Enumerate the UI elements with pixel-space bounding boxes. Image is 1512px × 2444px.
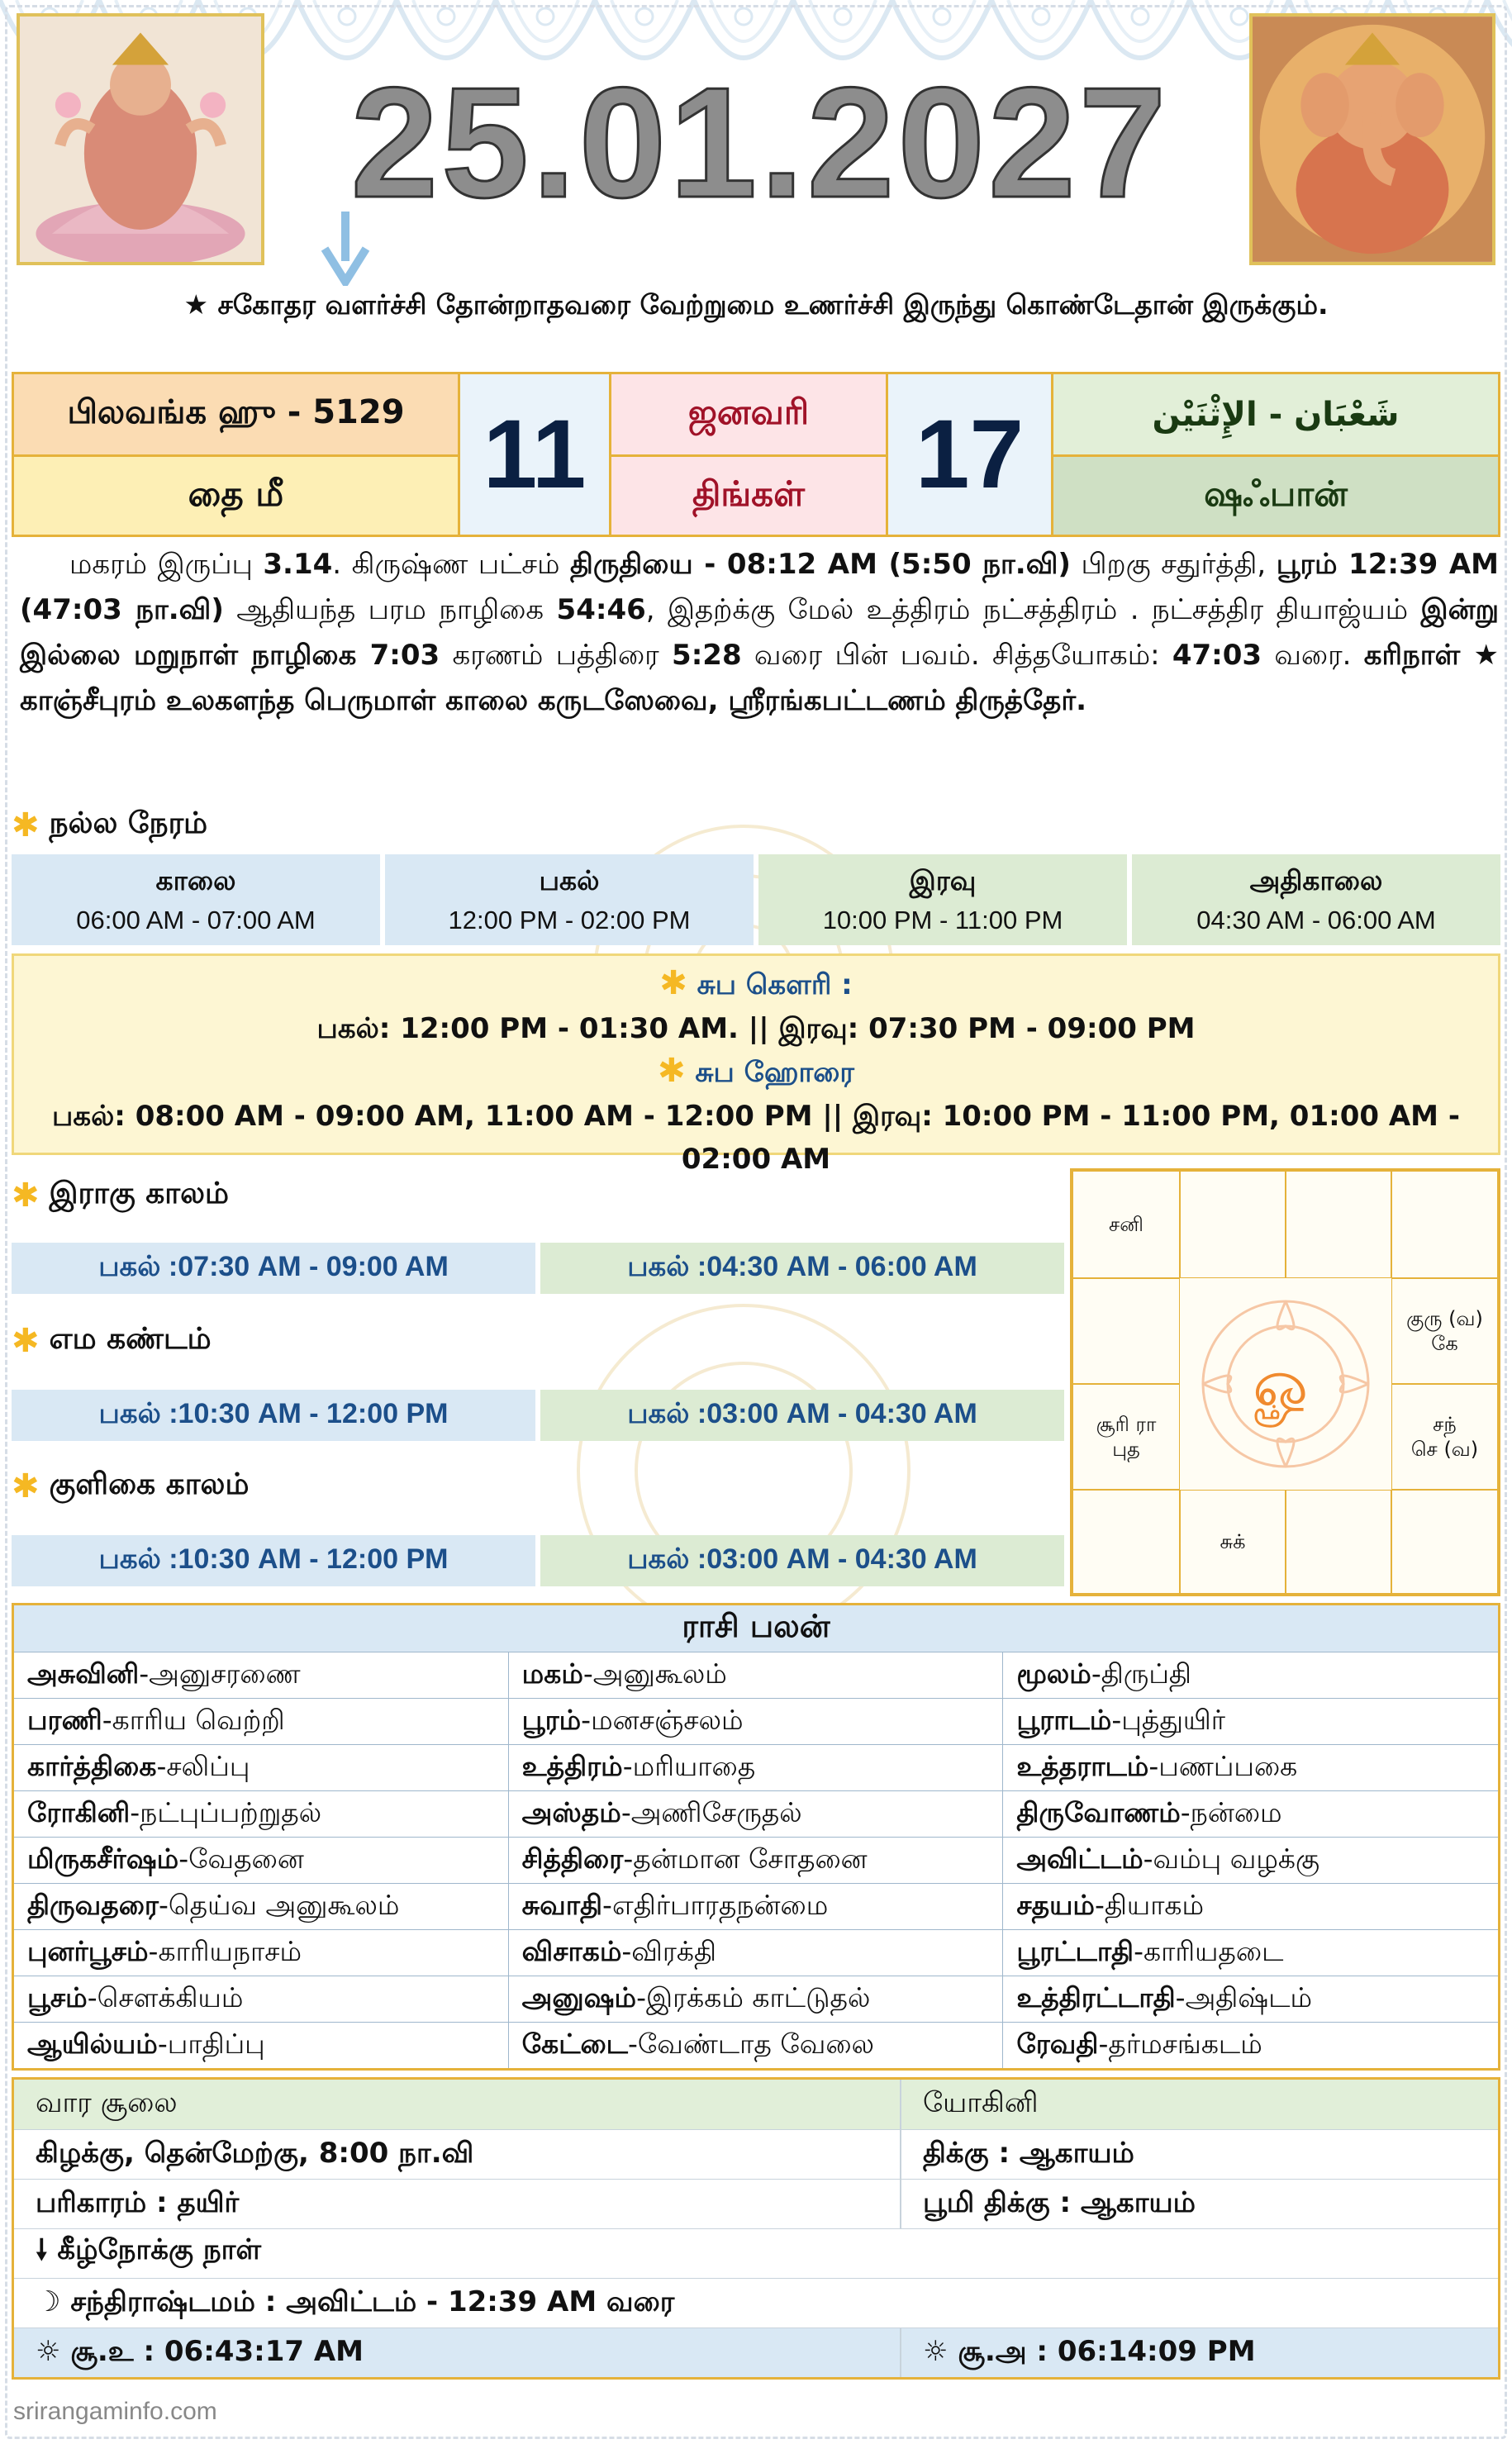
rasi-house-sukra: சுக் <box>1180 1490 1286 1594</box>
palan-cell <box>509 1976 1004 2022</box>
om-icon <box>1180 1278 1391 1489</box>
details-bold: திருதியை - 08:12 AM (5:50 நா.வி) <box>570 548 1071 581</box>
palan-prediction: -தன்மான சோதனை <box>623 1842 868 1875</box>
palan-prediction: -நட்புப்பற்றுதல் <box>130 1795 322 1828</box>
weekday: திங்கள் <box>611 457 888 535</box>
rasi-palan-title: ராசி பலன் <box>14 1605 1498 1652</box>
palan-prediction: -அனுகூலம் <box>582 1657 727 1690</box>
rasi-palan-table <box>12 1603 1500 2071</box>
info-row <box>14 2179 1498 2228</box>
palan-star: விசாகம் <box>521 1934 622 1967</box>
english-month: ஜனவரி <box>611 374 888 457</box>
palan-prediction: -விரக்தி <box>621 1934 717 1967</box>
rasi-house <box>1072 1278 1180 1384</box>
details-text: வரை. <box>1262 639 1364 672</box>
gowri-box <box>12 953 1500 1176</box>
palan-star: பூரட்டாதி <box>1016 1934 1134 1967</box>
palan-prediction: -எதிர்பாரதநன்மை <box>602 1888 829 1921</box>
palan-star: மிருகசீர்ஷம் <box>27 1842 179 1875</box>
details-bold: 54:46 <box>556 593 646 626</box>
yogini-label: யோகினி <box>923 2086 1039 2119</box>
hijri-arabic: شَعْبَان - الإِثْنَيْن <box>1053 374 1498 457</box>
palan-cell <box>1003 1929 1498 1976</box>
star-icon: ✱ <box>12 1467 40 1505</box>
palan-prediction: -மனசஞ்சலம் <box>581 1703 744 1736</box>
palan-cell <box>509 1837 1004 1883</box>
quote-headline: ★ சகோதர வளர்ச்சி தோன்றாதவரை வேற்றுமை உணர்ச்சி இருந்து கொண்டேதான் இருக்கும். <box>183 288 1329 321</box>
rahu-time-night: பகல் :04:30 AM - 06:00 AM <box>540 1243 1064 1294</box>
palan-star: ஆயில்யம் <box>27 2027 158 2060</box>
palan-cell <box>1003 1790 1498 1837</box>
gowri-times: பகல்: 12:00 PM - 01:30 AM. || இரவு: 07:30 PM - 09:00 PM <box>316 1012 1196 1045</box>
palan-cell <box>14 1698 509 1744</box>
slot-time: 10:00 PM - 11:00 PM <box>822 906 1063 934</box>
yama-title: எம கண்டம் <box>49 1322 212 1356</box>
palan-cell <box>14 1976 509 2022</box>
kuligai-row <box>12 1535 1064 1586</box>
hijri-day: 17 <box>888 374 1053 535</box>
slot-label: அதிகாலை <box>1249 864 1383 896</box>
palan-cell <box>509 1790 1004 1837</box>
nalla-neram-slot <box>385 854 754 945</box>
palan-prediction: -வேண்டாத வேலை <box>627 2027 874 2060</box>
palan-cell <box>1003 1744 1498 1790</box>
palan-prediction: -மரியாதை <box>622 1749 756 1782</box>
yama-heading <box>12 1322 212 1360</box>
tamil-day: 11 <box>460 374 611 535</box>
svg-text:ௐ: ௐ <box>1252 1344 1319 1422</box>
palan-cell <box>14 2022 509 2068</box>
details-bold: கரிநாள் ★ காஞ்சீபுரம் உலகளந்த பெருமாள் காலை கருடஸேவை, ஸ்ரீரங்கபட்டணம் திருத்தேர். <box>20 639 1500 717</box>
palan-star: உத்திரட்டாதி <box>1016 1980 1176 2014</box>
palan-star: மூலம் <box>1016 1657 1091 1690</box>
kuligai-time-night: பகல் :03:00 AM - 04:30 AM <box>540 1535 1064 1586</box>
palan-cell <box>1003 1976 1498 2022</box>
details-bold: 5:28 <box>672 639 742 672</box>
details-text: , இதற்க்கு மேல் உத்திரம் நட்சத்திரம் . நட்சத்திர தியாஜ்யம் <box>645 593 1421 626</box>
details-text: ஆதியந்த பரம நாழிகை <box>223 593 557 626</box>
palan-prediction: -சௌக்கியம் <box>87 1980 244 2014</box>
ganesha-image <box>1249 13 1495 265</box>
down-arrow-icon <box>318 212 373 286</box>
bhoomi-dikku: பூமி திக்கு : ஆகாயம் <box>923 2185 1196 2219</box>
palan-star: சதயம் <box>1016 1888 1095 1921</box>
keezhnokku-naal: 🠗 கீழ்நோக்கு நாள் <box>36 2233 262 2266</box>
slot-label: இரவு <box>909 864 977 896</box>
palan-star: கார்த்திகை <box>27 1749 157 1782</box>
hora-times: பகல்: 08:00 AM - 09:00 AM, 11:00 AM - 12:00 PM || இரவு: 10:00 PM - 11:00 PM, 01:00 AM - 02:00 AM <box>52 1100 1460 1176</box>
palan-cell <box>509 2022 1004 2068</box>
details-text: வரை பின் பவம். சித்தயோகம்: <box>741 639 1172 672</box>
palan-prediction: -வம்பு வழக்கு <box>1143 1842 1320 1875</box>
palan-cell <box>509 1652 1004 1698</box>
rasi-house <box>1391 1171 1498 1278</box>
palan-cell <box>509 1929 1004 1976</box>
star-icon: ✱ <box>12 1322 40 1360</box>
rasi-house-surya: சூரி ரா புத <box>1072 1384 1180 1490</box>
star-icon: ✱ <box>12 806 40 844</box>
rahu-heading <box>12 1177 229 1215</box>
slot-label: காலை <box>155 864 236 896</box>
gowri-title: சுப கௌரி : <box>697 968 853 1001</box>
palan-cell <box>14 1883 509 1929</box>
hora-heading <box>14 1050 1498 1095</box>
palan-prediction: -அதிஷ்டம் <box>1175 1980 1313 2014</box>
details-text: . கிருஷ்ண பட்சம் <box>332 548 571 581</box>
nalla-neram-slot <box>758 854 1127 945</box>
parigaram: பரிகாரம் : தயிர் <box>14 2180 901 2228</box>
rasi-house <box>1286 1490 1391 1594</box>
palan-prediction: -பணப்பகை <box>1148 1749 1298 1782</box>
panchang-details <box>20 542 1499 724</box>
palan-star: திருவதரை <box>27 1888 159 1921</box>
rasi-house-chandra: சந் செ (வ) <box>1391 1384 1498 1490</box>
palan-prediction: -தெய்வ அனுகூலம் <box>158 1888 400 1921</box>
calendar-grid <box>12 372 1500 537</box>
palan-prediction: -அனுசரணை <box>139 1657 301 1690</box>
soolai-direction: கிழக்கு, தென்மேற்கு, 8:00 நா.வி <box>14 2130 901 2179</box>
bottom-info-table <box>12 2077 1500 2380</box>
palan-cell <box>1003 1883 1498 1929</box>
rasi-house <box>1180 1171 1286 1278</box>
info-row <box>14 2080 1498 2129</box>
rasi-house <box>1286 1171 1391 1278</box>
palan-prediction: -நன்மை <box>1180 1795 1282 1828</box>
palan-cell <box>509 1883 1004 1929</box>
details-text: மகரம் இருப்பு <box>69 548 264 581</box>
palan-cell <box>1003 1652 1498 1698</box>
palan-cell <box>1003 2022 1498 2068</box>
palan-star: அசுவினி <box>27 1657 140 1690</box>
star-icon: ✱ <box>658 1052 686 1090</box>
sunrise-time: ☼ சூ.உ : 06:43:17 AM <box>14 2328 901 2377</box>
palan-prediction: -புத்துயிர் <box>1111 1703 1226 1736</box>
star-icon: ✱ <box>659 964 687 1002</box>
sunset-time: ☼ சூ.அ : 06:14:09 PM <box>923 2334 1256 2368</box>
palan-star: மகம் <box>521 1657 583 1690</box>
footer-site[interactable]: srirangaminfo.com <box>13 2398 217 2425</box>
nalla-neram-heading <box>12 806 207 844</box>
star-icon: ✱ <box>12 1177 40 1215</box>
nalla-neram-slot <box>1132 854 1500 945</box>
palan-cell <box>14 1837 509 1883</box>
palan-star: உத்தராடம் <box>1016 1749 1149 1782</box>
palan-star: ரோகினி <box>27 1795 131 1828</box>
palan-star: அவிட்டம் <box>1016 1842 1144 1875</box>
palan-star: சுவாதி <box>521 1888 603 1921</box>
palan-cell <box>1003 1837 1498 1883</box>
yama-time-night: பகல் :03:00 AM - 04:30 AM <box>540 1390 1064 1441</box>
palan-star: பூராடம் <box>1016 1703 1112 1736</box>
hijri-month: ஷஃபான் <box>1053 457 1498 535</box>
rasi-palan-grid <box>14 1652 1498 2068</box>
palan-star: பூசம் <box>27 1980 88 2014</box>
palan-prediction: -திருப்தி <box>1091 1657 1191 1690</box>
hora-title: சுப ஹோரை <box>695 1056 854 1089</box>
details-text: கரணம் பத்திரை <box>440 639 673 672</box>
kuligai-heading <box>12 1467 249 1505</box>
rasi-house <box>1072 1490 1180 1594</box>
palan-star: திருவோணம் <box>1016 1795 1181 1828</box>
rasi-house <box>1391 1490 1498 1594</box>
details-bold: இன்று இல்லை மறுநாள் நாழிகை 7:03 <box>20 593 1499 672</box>
nalla-neram-slot <box>12 854 380 945</box>
info-row <box>14 2228 1498 2278</box>
palan-star: புனர்பூசம் <box>27 1934 149 1967</box>
rasi-chart <box>1070 1168 1500 1596</box>
details-bold: பூரம் 12:39 AM (47:03 நா.வி) <box>20 548 1500 626</box>
palan-cell <box>14 1744 509 1790</box>
rahu-title: இராகு காலம் <box>49 1177 229 1210</box>
info-row <box>14 2278 1498 2328</box>
lakshmi-image <box>17 13 264 265</box>
info-row <box>14 2328 1498 2377</box>
palan-prediction: -தர்மசங்கடம் <box>1098 2027 1262 2060</box>
tamil-year: பிலவங்க ஹு - 5129 <box>14 374 460 457</box>
slot-label: பகல் <box>539 864 600 896</box>
tamil-month: தை மீ <box>14 457 460 535</box>
palan-cell <box>509 1698 1004 1744</box>
rasi-house-sani: சனி <box>1072 1171 1180 1278</box>
palan-cell <box>14 1652 509 1698</box>
palan-prediction: -காரியதடை <box>1134 1934 1284 1967</box>
palan-prediction: -காரிய வெற்றி <box>102 1703 285 1736</box>
palan-star: சித்திரை <box>521 1842 624 1875</box>
palan-star: பரணி <box>27 1703 102 1736</box>
slot-time: 12:00 PM - 02:00 PM <box>448 906 691 934</box>
rahu-time-day: பகல் :07:30 AM - 09:00 AM <box>12 1243 535 1294</box>
info-row <box>14 2129 1498 2179</box>
nalla-neram-row <box>12 854 1500 945</box>
palan-cell <box>509 1744 1004 1790</box>
palan-star: உத்திரம் <box>521 1749 623 1782</box>
gowri-heading <box>14 963 1498 1007</box>
nalla-neram-title: நல்ல நேரம் <box>49 806 208 840</box>
yogini-dikku: திக்கு : ஆகாயம் <box>923 2136 1134 2170</box>
details-bold: 3.14 <box>263 548 333 581</box>
slot-time: 04:30 AM - 06:00 AM <box>1196 906 1436 934</box>
palan-star: அஸ்தம் <box>521 1795 621 1828</box>
palan-prediction: -இரக்கம் காட்டுதல் <box>636 1980 871 2014</box>
palan-prediction: -காரியநாசம் <box>148 1934 302 1967</box>
palan-prediction: -பாதிப்பு <box>157 2027 265 2060</box>
palan-star: அனுஷம் <box>521 1980 637 2014</box>
palan-cell <box>14 1929 509 1976</box>
slot-time: 06:00 AM - 07:00 AM <box>76 906 316 934</box>
palan-star: கேட்டை <box>521 2027 628 2060</box>
yama-time-day: பகல் :10:30 AM - 12:00 PM <box>12 1390 535 1441</box>
details-bold: 47:03 <box>1172 639 1262 672</box>
palan-prediction: -தியாகம் <box>1094 1888 1205 1921</box>
palan-star: பூரம் <box>521 1703 582 1736</box>
palan-prediction: -அணிசேருதல் <box>620 1795 802 1828</box>
rasi-house-guru: குரு (வ) கே <box>1391 1278 1498 1384</box>
palan-prediction: -சலிப்பு <box>156 1749 250 1782</box>
yama-row <box>12 1390 1064 1441</box>
palan-prediction: -வேதனை <box>178 1842 304 1875</box>
palan-cell <box>14 1790 509 1837</box>
kuligai-time-day: பகல் :10:30 AM - 12:00 PM <box>12 1535 535 1586</box>
palan-cell <box>1003 1698 1498 1744</box>
date-title: 25.01.2027 <box>350 55 1170 231</box>
chandrashtamam: ☽ சந்திராஷ்டமம் : அவிட்டம் - 12:39 AM வரை <box>36 2285 675 2318</box>
palan-star: ரேவதி <box>1016 2027 1099 2060</box>
vara-soolai-label: வார சூலை <box>14 2080 901 2129</box>
rahu-row <box>12 1243 1064 1294</box>
details-text: பிறகு சதுர்த்தி, <box>1070 548 1277 581</box>
kuligai-title: குளிகை காலம் <box>49 1467 250 1501</box>
